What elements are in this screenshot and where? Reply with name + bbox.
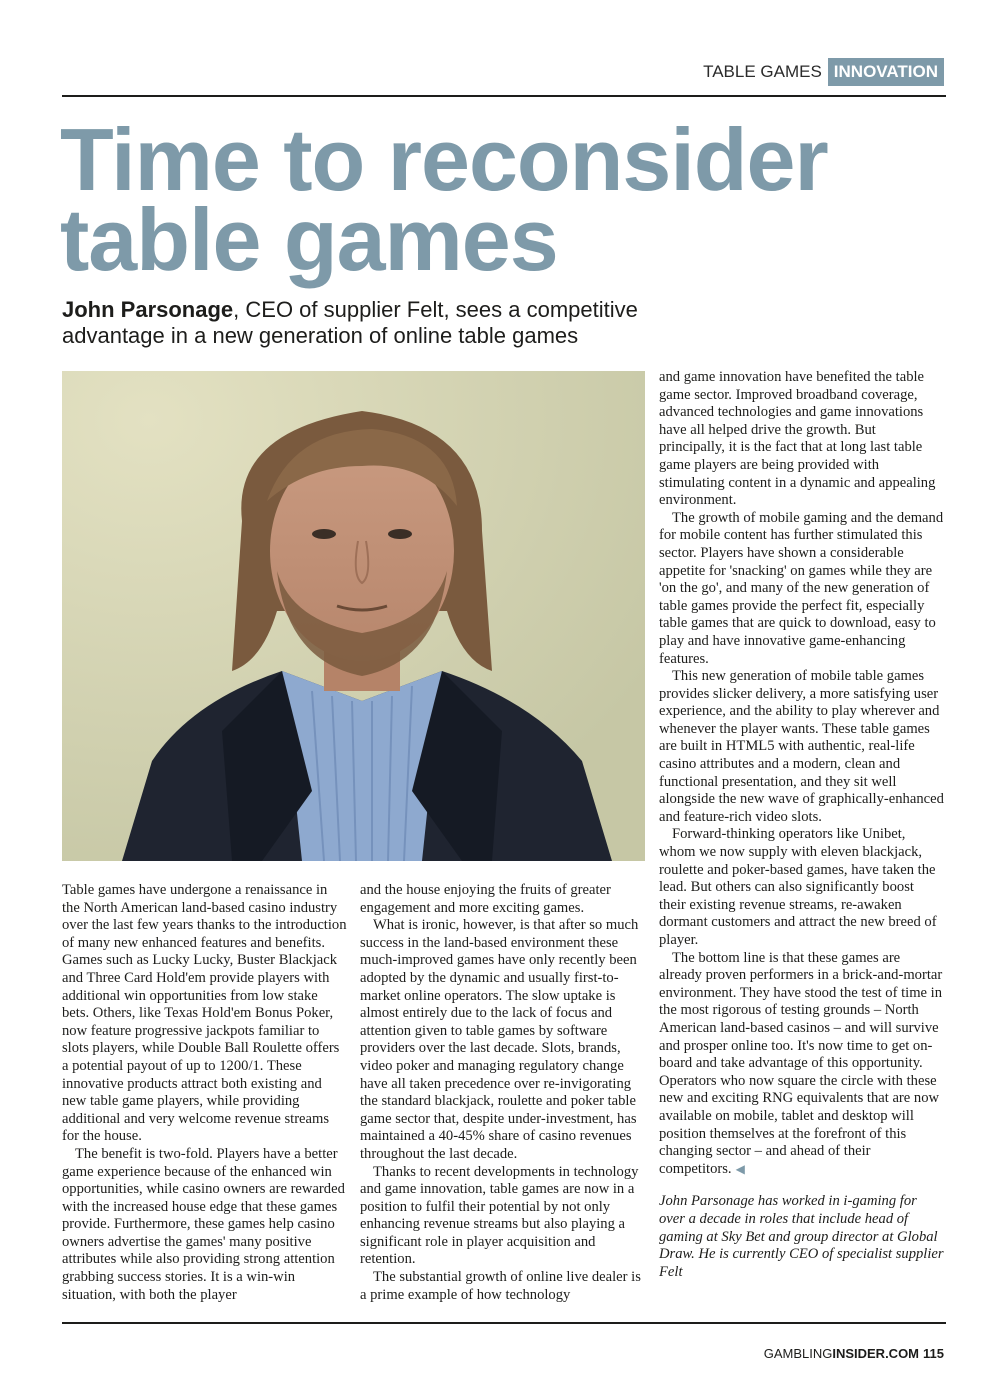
section-badge: INNOVATION <box>828 58 944 86</box>
paragraph: and game innovation have benefited the table game sector. Improved broadband coverage, advanced technologies and game innovations have all helped drive the growth. But principally, it is the fact that at long last table game players are being provided with stimulating content in a dynamic and appealing environment. <box>659 369 936 509</box>
publication-name-light: GAMBLING <box>763 1346 833 1361</box>
page-number: 115 <box>923 1346 944 1361</box>
paragraph: The growth of mobile gaming and the demand for mobile content has further stimulated this sector. Players have shown a considerable appetite for 'snacking' on games while they are 'on the go', and many of the new generation of table games provide the perfect fit, especially table games that are quick to download, easy to play and have innovative game-enhancing features. <box>659 509 944 667</box>
bottom-divider <box>62 1322 946 1324</box>
paragraph: Forward-thinking operators like Unibet, whom we now supply with eleven blackjack, roulette and poker-based games, have taken the lead. But others can also significantly boost their existing revenue streams, re-awaken dormant customers and attract the new breed of player. <box>659 826 937 948</box>
standfirst-text: , CEO of supplier Felt, sees a competitive advantage in a new generation of online table games <box>62 297 638 348</box>
paragraph: Table games have undergone a renaissance in the North American land-based casino industry over the last few years thanks to the introduction of many new enhanced features and benefits. Games such as Lucky Lucky, Buster Blackjack and Three Card Hold'em provide players with additional win opportunities from low stake bets. Others, like Texas Hold'em Bonus Poker, now feature progressive jackpots familiar to slots players, while Double Ball Roulette offers a potential payout of up to 1200/1. These innovative products attract both existing and new table game players, while providing additional and very welcome revenue streams for the house. <box>62 882 347 1145</box>
article-column-1 <box>62 882 347 1304</box>
author-photo <box>62 371 645 861</box>
end-mark-icon: ◀ <box>735 1161 745 1176</box>
publication-name <box>764 1346 919 1361</box>
paragraph: Thanks to recent developments in technology and game innovation, table games are now in a position to fulfil their potential by not only enhancing revenue streams but also playing a significant role in player acquisition and retention. <box>360 1163 639 1268</box>
paragraph: The substantial growth of online live dealer is a prime example of how technology <box>360 1269 641 1303</box>
paragraph: What is ironic, however, is that after so much success in the land-based environment these much-improved games have only recently been adopted by the dynamic and usually first-to-market online operators. The slow uptake is almost entirely due to the lack of focus and attention given to table games by software providers over the last decade. Slots, brands, video poker and managing regulatory change have all taken precedence over re-invigorating the standard blackjack, roulette and poker table game sector that, despite under-investment, has maintained a 40-45% share of casino revenues throughout the last decade. <box>360 917 639 1162</box>
page-footer <box>764 1346 944 1361</box>
paragraph-final <box>659 950 944 1179</box>
paragraph: and the house enjoying the fruits of greater engagement and more exciting games. <box>360 882 611 916</box>
author-name: John Parsonage <box>62 297 234 322</box>
author-bio: John Parsonage has worked in i-gaming for over a decade in roles that include head of gaming at Sky Bet and group director at Global Draw. He is currently CEO of specialist supplier Felt <box>659 1193 944 1280</box>
paragraph: This new generation of mobile table games provides slicker delivery, a more satisfying user experience, and the ability to play wherever and whenever the player wants. These table games are built in HTML5 with authentic, real-life casino attributes and a modern, clean and functional presentation, and they sit well alongside the new wave of graphically-enhanced and feature-rich video slots. <box>659 668 944 825</box>
paragraph-text: The bottom line is that these games are already proven performers in a brick-and-mortar environment. They have stood the test of time in the most rigorous of testing grounds – North American land-based casinos – and will survive and prosper online too. It's now time to get on-board and take advantage of this opportunity. Operators who now square the circle with these new and exciting RNG equivalents that are now available on mobile, tablet and desktop will position themselves at the forefront of this changing sector – and ahead of their competitors. <box>659 949 943 1177</box>
headline-line-1: Time to reconsider <box>60 110 828 209</box>
headline-line-2: table games <box>60 190 558 289</box>
section-label: TABLE GAMES <box>703 62 822 81</box>
author-portrait-image <box>62 371 645 861</box>
section-tag <box>703 58 944 86</box>
article-column-2 <box>360 882 645 1304</box>
top-divider <box>62 95 946 97</box>
paragraph: The benefit is two-fold. Players have a better game experience because of the enhanced win opportunities, while casino owners are rewarded with the increased house edge that these games provide. Furthermore, these games help casino owners advertise the games' many positive attributes while also providing strong attention grabbing success stories. It is a win-win situation, with both the player <box>62 1145 345 1303</box>
standfirst <box>62 297 742 349</box>
publication-name-bold: INSIDER.COM <box>832 1346 920 1361</box>
article-column-3 <box>659 369 944 1281</box>
headline <box>60 110 960 289</box>
